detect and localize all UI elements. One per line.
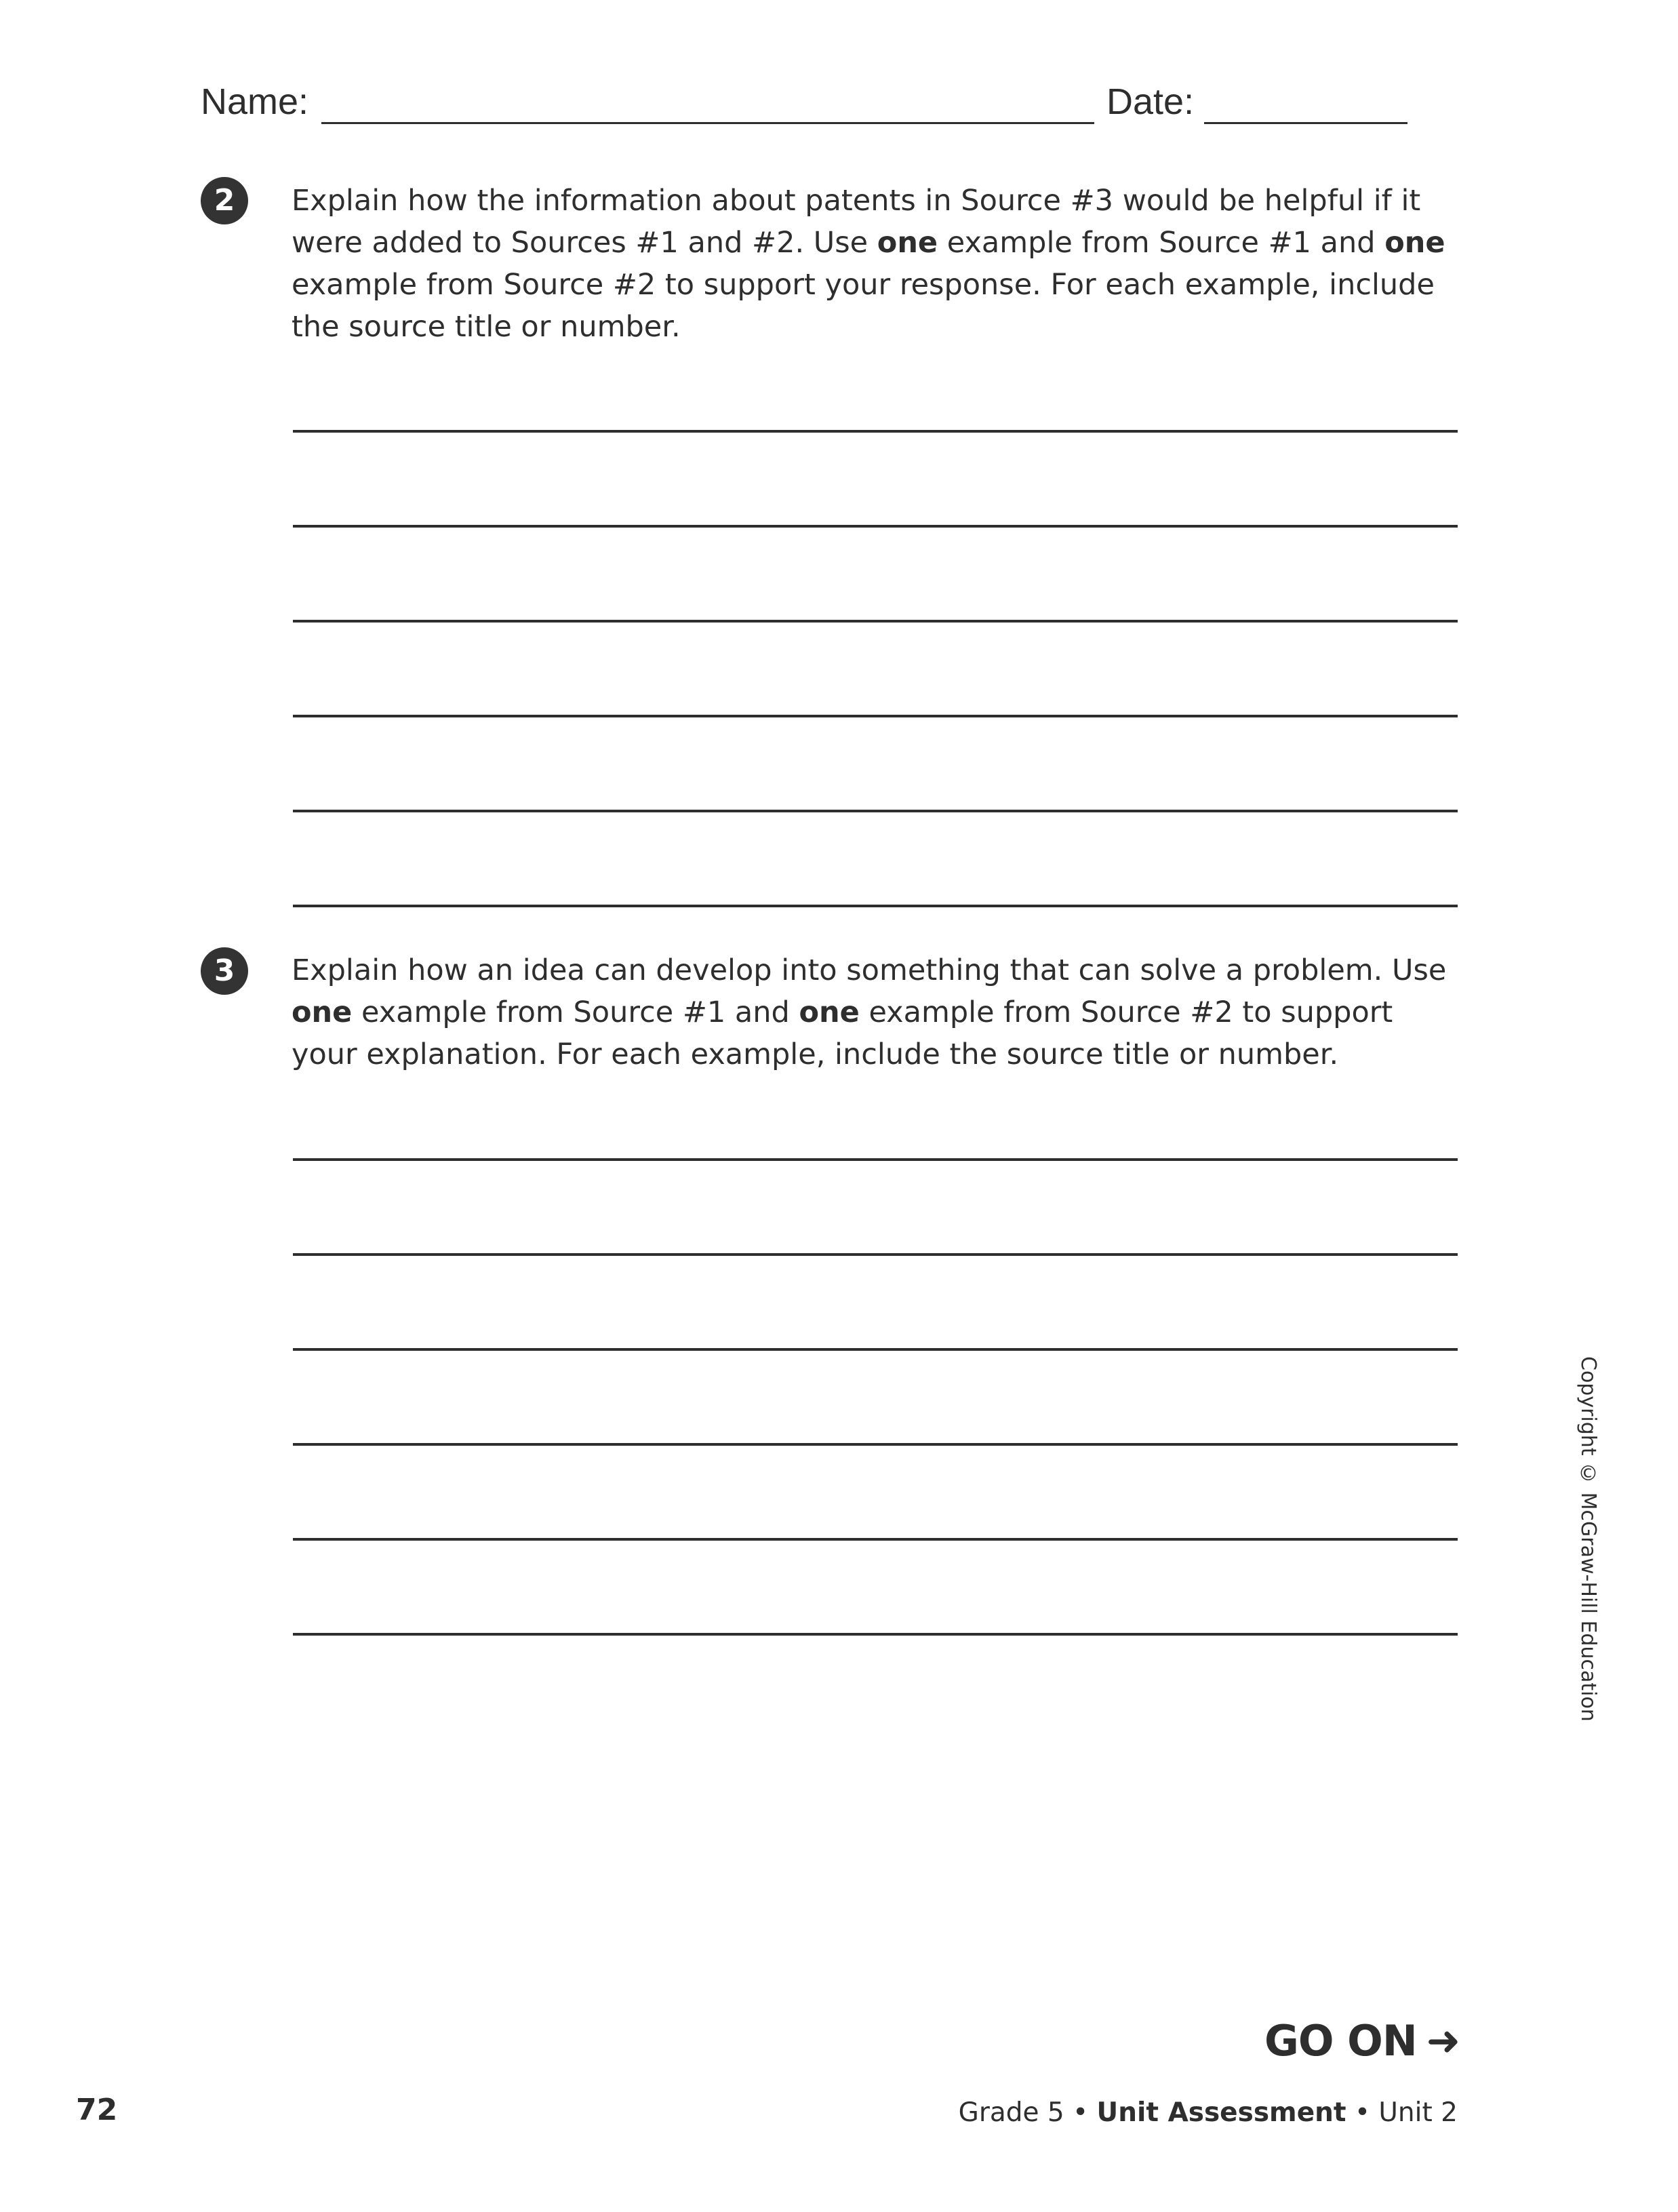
answer-line[interactable]	[293, 810, 1458, 812]
footer-assessment: Unit Assessment	[1096, 2097, 1346, 2128]
prompt-emphasis: one	[1384, 226, 1445, 260]
go-on-label: GO ON	[1264, 2016, 1417, 2066]
answer-line[interactable]	[293, 905, 1458, 907]
answer-line[interactable]	[293, 1443, 1458, 1446]
prompt-emphasis: one	[292, 995, 353, 1029]
name-field-line[interactable]	[321, 122, 1094, 124]
date-field-line[interactable]	[1204, 122, 1407, 124]
prompt-text: Explain how an idea can develop into something that can solve a problem. Use	[292, 953, 1447, 987]
footer-info	[959, 2093, 1458, 2133]
answer-line[interactable]	[293, 620, 1458, 623]
answer-line[interactable]	[293, 525, 1458, 528]
question-prompt	[292, 949, 1458, 1075]
prompt-emphasis: one	[877, 226, 938, 260]
prompt-text: example from Source #1 and	[352, 995, 799, 1029]
question-number-badge: 3	[201, 947, 248, 995]
footer-grade: Grade 5	[958, 2097, 1064, 2128]
prompt-text: example from Source #2 to support your explanation. For each example, include the source title or number.	[292, 995, 1393, 1071]
prompt-text: example from Source #1 and	[938, 226, 1385, 260]
answer-line[interactable]	[293, 1538, 1458, 1541]
name-label: Name:	[201, 81, 309, 122]
header-row	[201, 77, 1421, 132]
footer-separator: •	[1073, 2097, 1089, 2128]
arrow-right-icon: ➜	[1426, 2017, 1460, 2065]
page-number: 72	[76, 2093, 118, 2127]
question-number-badge: 2	[201, 177, 248, 224]
prompt-text: Explain how the information about patents in Source #3 would be helpful if it were added to Sources #1 and #2. Use	[292, 184, 1421, 260]
answer-line[interactable]	[293, 1253, 1458, 1256]
footer-unit: Unit 2	[1378, 2097, 1458, 2128]
question-prompt	[292, 180, 1458, 348]
answer-line[interactable]	[293, 1158, 1458, 1161]
prompt-emphasis: one	[799, 995, 860, 1029]
copyright-notice: Copyright © McGraw-Hill Education	[1576, 1356, 1600, 1722]
answer-line[interactable]	[293, 1633, 1458, 1636]
answer-line[interactable]	[293, 430, 1458, 433]
go-on-indicator	[1264, 2014, 1460, 2068]
answer-line[interactable]	[293, 1348, 1458, 1351]
date-label: Date:	[1106, 81, 1195, 122]
answer-line[interactable]	[293, 715, 1458, 717]
prompt-text: example from Source #2 to support your response. For each example, include the source title or number.	[292, 268, 1435, 344]
footer-separator: •	[1354, 2097, 1370, 2128]
